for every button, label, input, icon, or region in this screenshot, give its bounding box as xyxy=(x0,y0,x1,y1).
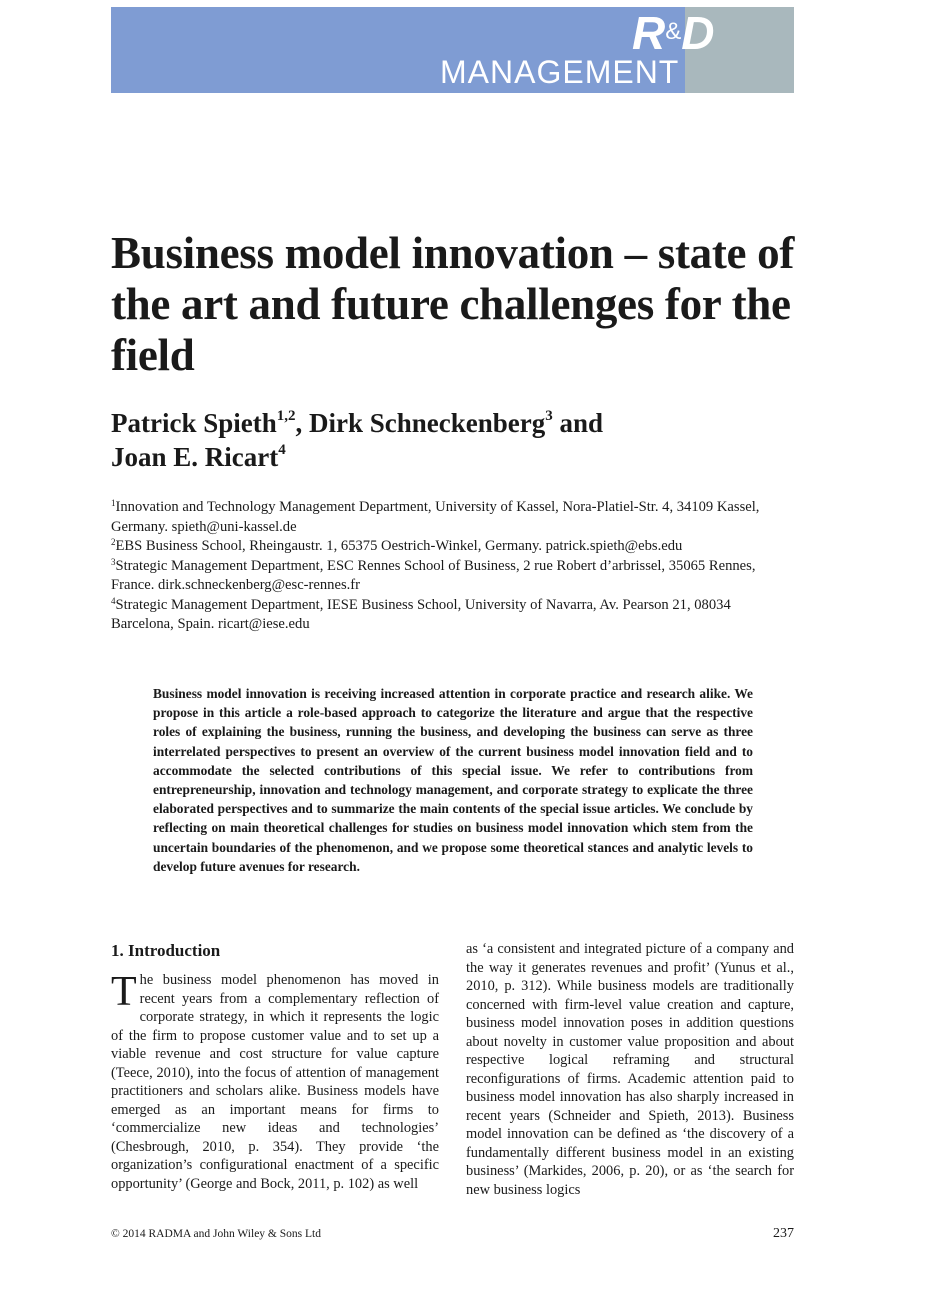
author-affil-ref: 3 xyxy=(545,408,553,424)
journal-logo-management: MANAGEMENT xyxy=(440,54,680,90)
author-name: Joan E. Ricart xyxy=(111,442,279,472)
body-column-right xyxy=(466,940,794,1199)
affiliation-text: EBS Business School, Rheingaustr. 1, 65375 Oestrich-Winkel, Germany. patrick.spieth@ebs.edu xyxy=(115,538,683,554)
affiliation-text: Innovation and Technology Management Department, University of Kassel, Nora-Platiel-Str. 4, 34109 Kassel, Germany. spieth@uni-kassel.de xyxy=(111,499,760,535)
body-column-left xyxy=(111,940,439,1193)
affiliation-number: 1 xyxy=(111,498,116,508)
drop-cap: T xyxy=(111,969,137,1015)
section-heading: 1. Introduction xyxy=(111,941,221,960)
affiliation-number: 4 xyxy=(111,595,116,606)
author-affil-ref: 4 xyxy=(278,442,286,458)
author-joiner: and xyxy=(559,408,604,438)
page-number: 237 xyxy=(773,1226,794,1241)
article-title: Business model innovation – state of the art and future challenges for the field xyxy=(111,228,795,380)
intro-paragraph xyxy=(111,971,439,1193)
journal-logo-rd: R&D xyxy=(632,7,714,59)
abstract: Business model innovation is receiving increased attention in corporate practice and research alike. We propose in this article a role-based approach to categorize the literature and argue that the respective roles of explaining the business, running the business, and developing the business can serve as three interrelated perspectives to present an overview of the current business model innovation field and to accommodate the selected contributions of this special issue. We refer to contributions from entrepreneurship, innovation and technology management, and corporate strategy to explicate the three elaborated perspectives and to summarize the main contents of the special issue articles. We conclude by reflecting on main theoretical challenges for studies on business model innovation which stem from the uncertain boundaries of the phenomenon, and we propose some theoretical stances and analytic levels to develop future avenues for research. xyxy=(153,686,753,874)
affiliation xyxy=(111,498,796,537)
affiliation xyxy=(111,596,796,635)
copyright: © 2014 RADMA and John Wiley & Sons Ltd xyxy=(111,1228,321,1240)
intro-text-left: he business model phenomenon has moved in recent years from a complementary reflection of corporate strategy, in which it represents the logic of the firm to propose customer value and to set up a viable revenue and cost structure for value capture (Teece, 2010), into the focus of attention of management practitioners and scholars alike. Business models have emerged as an important means for firms to ‘commercialize new ideas and technologies’ (Chesbrough, 2010, p. 354). They provide ‘the organization’s configurational enactment of a specific opportunity’ (George and Bock, 2011, p. 102) as well xyxy=(111,972,439,1192)
author-list: Patrick Spieth$^{1,2}$, Dirk Schneckenberg$^3$ and Joan E. Ricart$^4$ xyxy=(111,408,604,472)
affiliations xyxy=(111,498,796,635)
affiliation xyxy=(111,537,796,557)
affiliation-text: Strategic Management Department, ESC Rennes School of Business, 2 rue Robert d’arbrissel, 35065 Rennes, France. dirk.schneckenberg@esc-rennes.fr xyxy=(111,557,756,593)
affiliation xyxy=(111,557,796,596)
author-name: Patrick Spieth xyxy=(111,408,277,438)
affiliation-text: Strategic Management Department, IESE Business School, University of Navarra, Av. Pearson 21, 08034 Barcelona, Spain. ricart@iese.edu xyxy=(111,596,731,632)
author-name: Dirk Schneckenberg xyxy=(309,408,546,438)
author-affil-ref: 1,2 xyxy=(276,408,296,424)
affiliation-number: 3 xyxy=(111,556,116,567)
affiliation-number: 2 xyxy=(111,537,116,547)
intro-text-right: as ‘a consistent and integrated picture of a company and the way it generates revenues and profit’ (Yunus et al., 2010, p. 312). While business models are traditionally concerned with firm-level value creation and capture, business model innovation poses in addition questions about novelty in customer value proposition and about respective logical reframing and structural reconfigurations of firms. Academic attention paid to business model innovation has also sharply increased in recent years (Schneider and Spieth, 2013). Business model innovation can be defined as ‘the discovery of a fundamentally different business model in an existing business’ (Markides, 2006, p. 20), or as ‘the search for new business logics xyxy=(466,941,794,1198)
